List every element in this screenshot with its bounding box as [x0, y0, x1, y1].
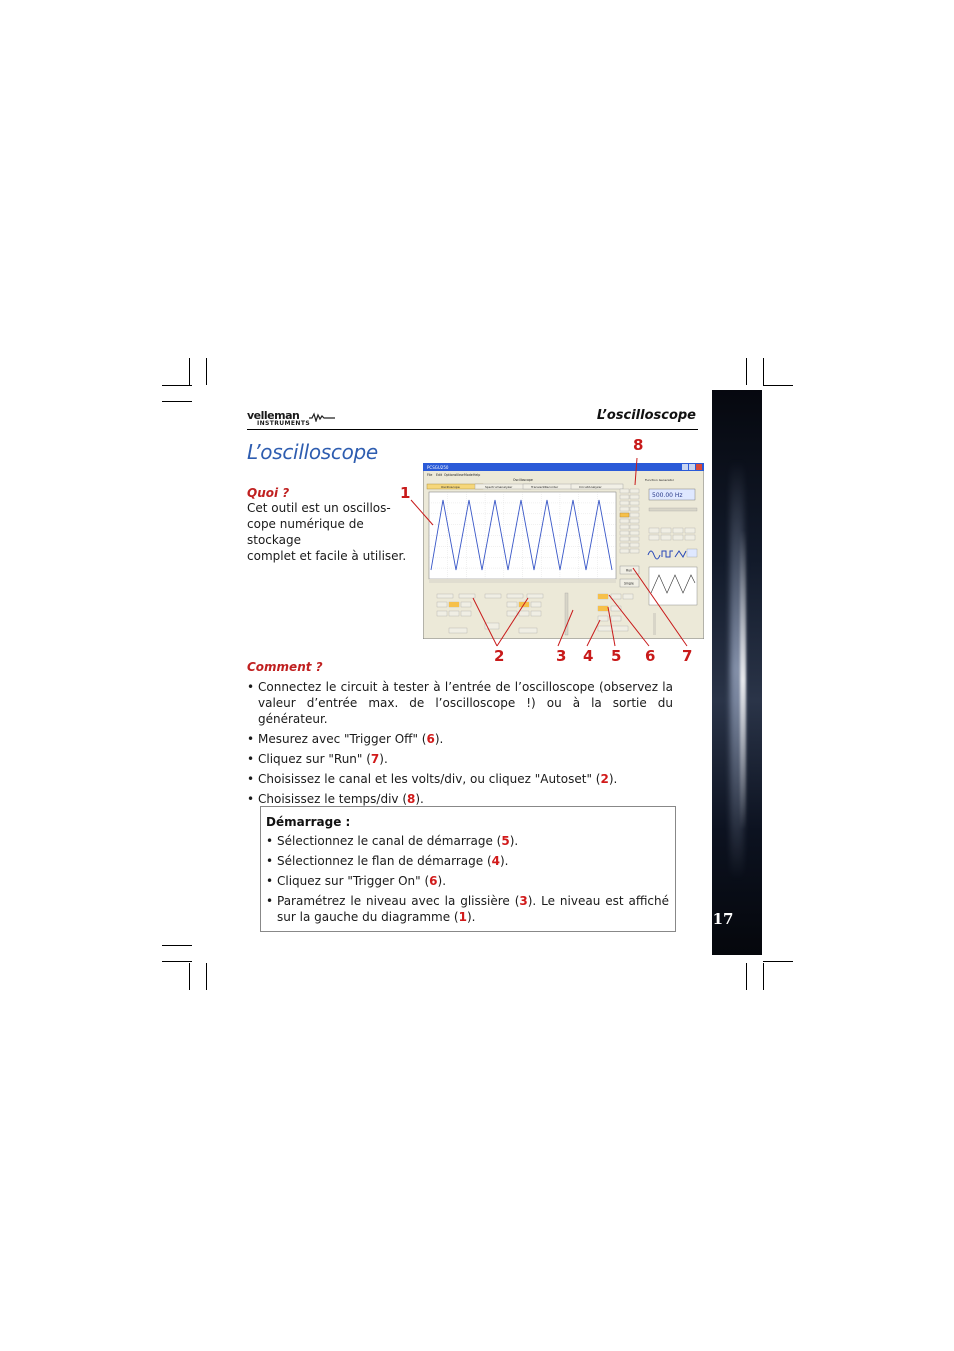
side-band	[712, 390, 762, 955]
svg-text:View: View	[456, 473, 464, 477]
frequency-display: 500.00 Hz	[652, 492, 683, 499]
list-item: • Mesurez avec "Trigger Off" (6).	[247, 731, 673, 747]
running-header: L’oscilloscope	[596, 408, 696, 423]
intro-heading: Quoi ?	[247, 486, 290, 500]
crop-mark	[206, 358, 207, 385]
list-item: • Connectez le circuit à tester à l’entrée de l’oscilloscope (observez la valeur d’entrée max. de l’oscilloscope !) ou à la sortie du générateur.	[247, 679, 673, 727]
callout-5: 5	[611, 647, 622, 665]
crop-mark	[763, 358, 764, 385]
crop-mark	[746, 963, 747, 990]
svg-text:Options: Options	[444, 473, 457, 477]
comment-heading: Comment ?	[247, 660, 323, 674]
crop-mark	[162, 401, 192, 402]
list-item: • Choisissez le temps/div (8).	[247, 791, 673, 807]
crop-mark	[162, 945, 192, 946]
svg-text:File: File	[427, 473, 433, 477]
callout-8: 8	[633, 436, 644, 454]
startup-box	[260, 806, 676, 932]
crop-mark	[763, 385, 793, 386]
svg-text:Oscilloscope: Oscilloscope	[513, 478, 533, 482]
callout-2: 2	[494, 647, 505, 665]
svg-text:CircuitAnalyzer: CircuitAnalyzer	[579, 485, 602, 489]
callout-6: 6	[645, 647, 656, 665]
page-number: 17	[712, 910, 734, 928]
logo-wave-icon	[309, 412, 335, 422]
svg-text:Edit: Edit	[436, 473, 443, 477]
callout-4: 4	[583, 647, 594, 665]
svg-text:Oscilloscope: Oscilloscope	[441, 485, 460, 489]
svg-text:Function Generator: Function Generator	[645, 478, 674, 482]
callout-1: 1	[400, 484, 411, 502]
crop-mark	[162, 385, 192, 386]
callout-leaders	[395, 455, 715, 665]
callout-3: 3	[556, 647, 567, 665]
page-title: L’oscilloscope	[247, 440, 378, 464]
svg-text:Mode: Mode	[464, 473, 473, 477]
crop-mark	[189, 963, 190, 990]
svg-text:Spectrumanalyzer: Spectrumanalyzer	[485, 485, 513, 489]
crop-mark	[189, 358, 190, 385]
crop-mark	[206, 963, 207, 990]
crop-mark	[746, 358, 747, 385]
crop-mark	[763, 961, 793, 962]
startup-title: Démarrage :	[266, 815, 351, 829]
intro-text: Cet outil est un oscillos- cope numérique de stockage complet et facile à utiliser.	[247, 501, 407, 563]
list-item: • Cliquez sur "Trigger On" (6).	[266, 873, 669, 889]
comment-list	[247, 679, 673, 807]
svg-text:Help: Help	[473, 473, 481, 477]
single-button: Single	[624, 581, 634, 586]
list-item: • Paramétrez le niveau avec la glissière (3). Le niveau est affiché sur la gauche du diagramme (1).	[266, 893, 669, 925]
brand-logo: velleman INSTRUMENTS	[247, 409, 335, 427]
header-rule	[247, 429, 698, 430]
crop-mark	[763, 963, 764, 990]
svg-text:TransientRecorder: TransientRecorder	[531, 485, 559, 489]
list-item: • Cliquez sur "Run" (7).	[247, 751, 673, 767]
callout-7: 7	[682, 647, 693, 665]
list-item: • Sélectionnez le canal de démarrage (5).	[266, 833, 669, 849]
run-button: Run	[626, 568, 633, 573]
startup-list	[266, 833, 669, 925]
window-title: PCSGU250	[427, 465, 449, 470]
crop-mark	[162, 961, 192, 962]
list-item: • Sélectionnez le flan de démarrage (4).	[266, 853, 669, 869]
list-item: • Choisissez le canal et les volts/div, ou cliquez "Autoset" (2).	[247, 771, 673, 787]
